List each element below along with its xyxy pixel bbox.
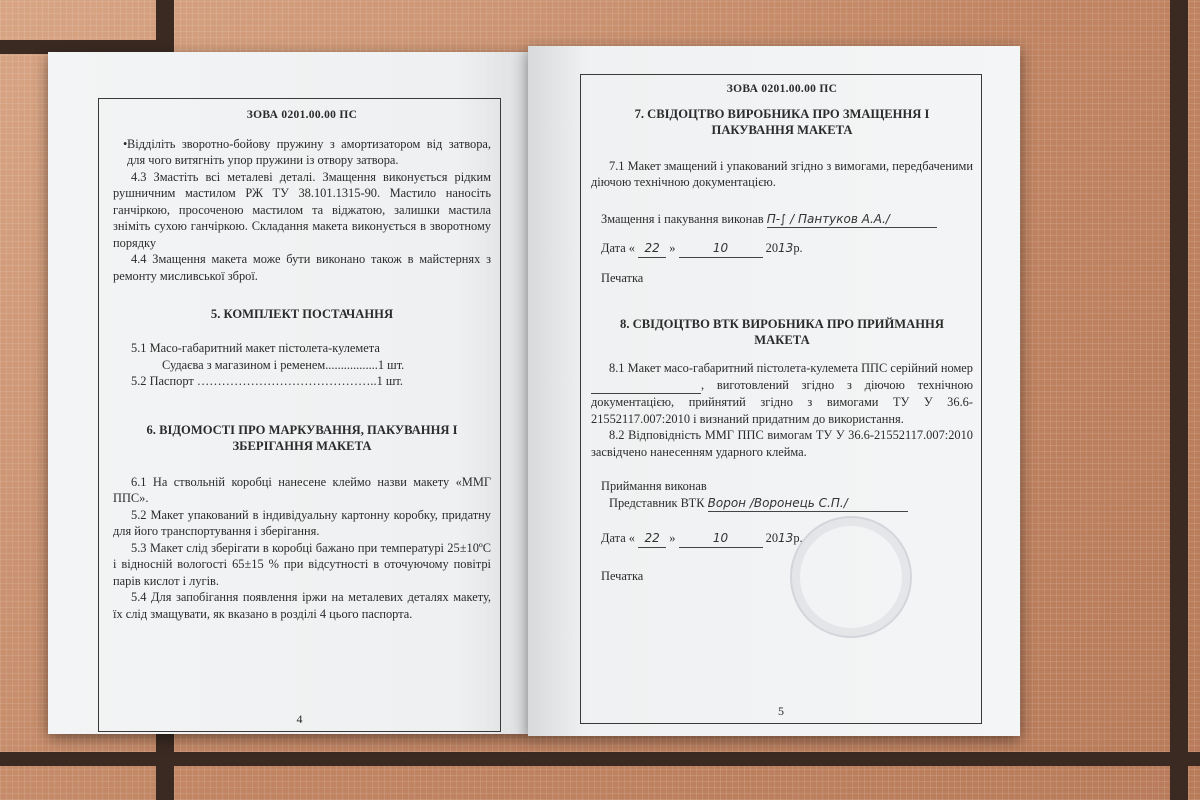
paragraph-8-2: 8.2 Відповідність ММГ ППС вимогам ТУ У 36.6-21552117.007:2010 засвідчено нанесенням ударного клейма. — [591, 428, 973, 459]
section-8-title: 8. СВІДОЦТВО ВТК ВИРОБНИКА ПРО ПРИЙМАННЯ МАКЕТА — [620, 317, 944, 347]
right-page — [528, 46, 1020, 736]
date1-day: 22 — [638, 240, 666, 258]
doc-header: ЗОВА 0201.00.00 ПС — [246, 109, 358, 121]
paragraph-6-1: 6.1 На ствольній коробці нанесене клеймо назви макету «ММГ ППС». — [113, 474, 491, 505]
date2-year-prefix: 20 — [765, 531, 779, 545]
paragraph-5-1b: Судаєва з магазином і ременем.................1 шт. — [162, 357, 405, 372]
date-suffix: р. — [793, 241, 803, 255]
date2-year-hand: 13 — [778, 531, 794, 545]
date-close-quote: » — [669, 241, 676, 255]
qc-signature: Ворон /Воронець С.П./ — [708, 495, 908, 513]
section-7-title: 7. СВІДОЦТВО ВИРОБНИКА ПРО ЗМАЩЕННЯ І ПАКУВАННЯ МАКЕТА — [634, 106, 930, 137]
section-6-title: 6. ВІДОМОСТІ ПРО МАРКУВАННЯ, ПАКУВАННЯ І ЗБЕРІГАННЯ МАКЕТА — [146, 422, 458, 453]
date2-month: 10 — [679, 530, 763, 548]
qc-label: Представник ВТК — [609, 495, 705, 510]
date-label: Дата « — [601, 241, 635, 255]
date1-month: 10 — [679, 240, 763, 258]
accepted-by-label: Приймання виконав — [601, 479, 707, 493]
stamp-label-2: Печатка — [601, 568, 644, 583]
section-5-title: 5. КОМПЛЕКТ ПОСТАЧАННЯ — [210, 307, 394, 321]
date2-suffix: р. — [793, 531, 803, 545]
paragraph-5-4: 5.4 Для запобігання появлення іржи на металевих деталях макету, їх слід змащувати, як вказано в розділі 4 цього паспорта. — [113, 590, 491, 621]
paragraph-8-1-start: 8.1 Макет масо-габаритний пістолета-кулемета ППС серійний номер — [609, 361, 973, 375]
paragraph-5-3: 5.3 Макет слід зберігати в коробці бажано при температурі 25±10ºС і відносній вологості 65±15 % при відсутності в оточуючому повітрі парів кислот і лугів. — [113, 540, 491, 588]
packed-by-row — [591, 211, 973, 229]
date2-label: Дата « — [601, 531, 635, 545]
packed-by-signature: П-∫ / Пантуков А.А./ — [767, 211, 937, 229]
serial-number-blank — [591, 377, 701, 395]
paragraph-7-1: 7.1 Макет змащений і упакований згідно з вимогами, передбаченими діючою технічною документацією. — [591, 158, 973, 189]
stamp-label-1: Печатка — [601, 270, 644, 285]
doc-header: ЗОВА 0201.00.00 ПС — [726, 83, 838, 95]
right-page-frame — [580, 74, 982, 724]
paragraph-5-1a: 5.1 Масо-габаритний макет пістолета-кулемета — [131, 341, 380, 355]
paragraph-4-4: 4.4 Змащення макета може бути виконано також в майстернях з ремонту мисливської зброї. — [113, 252, 491, 283]
left-page-frame — [98, 98, 501, 732]
paragraph-bullet: • Відділіть зворотно-бойову пружину з амортизатором від затвора, для чого витягніть упор пружини із отвору затвора. — [113, 136, 491, 169]
paragraph-6-2: 5.2 Макет упакований в індивідуальну картонну коробку, придатну для його транспортування і зберігання. — [113, 507, 491, 538]
date2-close-quote: » — [669, 531, 676, 545]
page-number: 4 — [296, 711, 303, 726]
paragraph-5-2: 5.2 Паспорт ……………………………………..1 шт. — [131, 374, 403, 388]
page-number: 5 — [778, 703, 784, 718]
left-page — [48, 52, 530, 734]
paragraph-4-3: 4.3 Змастіть всі металеві деталі. Змащення виконується рідким рушничним мастилом РЖ ТУ 38.101.1315-90. Мастило наносіть ганчіркою, просоченою мастилом та віджатою, залишки мастила зніміть сухою ганчіркою. Складання макета виконується в зворотному порядку — [113, 169, 491, 250]
paragraph-8-1-end: , виготовлений згідно з діючою технічною документацією, прийнятий згідно з вимогами ТУ У 36.6-21552117.007:2010 і визнаний придатним до використання. — [591, 377, 973, 426]
date2-day: 22 — [638, 530, 666, 548]
date1-year-prefix: 20 — [765, 241, 779, 255]
date1-year-hand: 13 — [778, 241, 794, 255]
paragraph-8-1 — [591, 360, 973, 427]
qc-row — [591, 495, 973, 513]
date-row-1 — [591, 240, 973, 258]
packed-by-label: Змащення і пакування виконав — [601, 211, 764, 226]
date-row-2 — [591, 530, 973, 548]
